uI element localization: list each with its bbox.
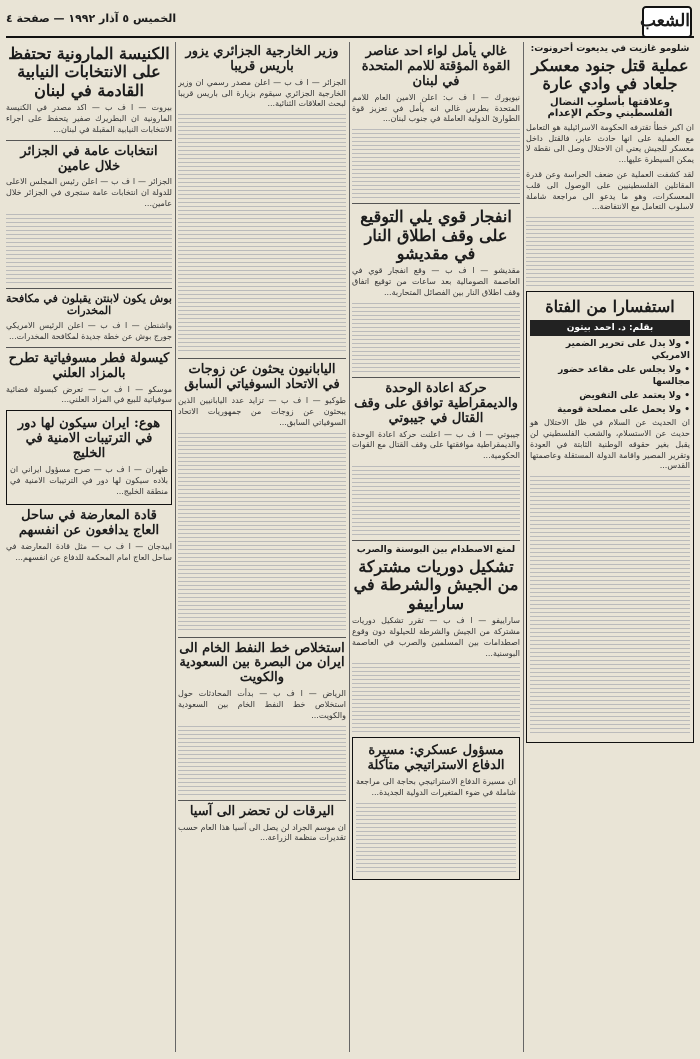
article-body: طوكيو — ا ف ب — تزايد عدد اليابانيين الذين يبحثون عن زوجات من جمهوريات الاتحاد السوفياتي السابق... [178, 396, 346, 427]
opinion-box [526, 291, 694, 743]
article-body: الرياض — ا ف ب — بدأت المحادثات حول استخلاص خط النفط الخام بين السعودية والكويت... [178, 689, 346, 720]
divider [352, 540, 520, 541]
divider [6, 347, 172, 348]
masthead [6, 6, 694, 38]
box-byline: بقلم: د. احمد بيتون [530, 320, 690, 336]
article-headline: استخلاص خط النفط الخام الى ايران من البصرة بين السعودية والكويت [179, 640, 345, 686]
news-box [6, 410, 172, 505]
column-3 [178, 42, 346, 1052]
article-body: ان مسيرة الدفاع الاستراتيجي بحاجة الى مراجعة شاملة في ضوء المتغيرات الدولية الجديدة... [356, 777, 516, 797]
article-headline: حركة اعادة الوحدة والديمقراطية توافق على وقف القتال في جيبوتي [354, 380, 518, 426]
article-headline: اليرقات لن تحضر الى آسيا [189, 803, 335, 819]
text-block [356, 803, 516, 873]
divider [178, 800, 346, 801]
article-deck: وعلاقتها بأسلوب النضال الفلسطيني وحكم الإعدام [547, 96, 673, 119]
box-headline: استفسارا من الفتاة [545, 297, 675, 317]
article-body: نيويورك — ا ف ب: اعلن الامين العام للامم المتحدة بطرس غالي انه يأمل في تعزيز قوة الطوارئ الدولية العاملة في جنوب لبنان... [352, 92, 520, 124]
article-headline: انتخابات عامة في الجزائر خلال عامين [20, 143, 158, 174]
article-body: طهران — ا ف ب — صرح مسؤول ايراني ان بلاده سيكون لها دور في الترتيبات الامنية في منطقة الخليج... [10, 464, 168, 496]
article-kicker: شلومو غازيت في يديعوت أحرونوت: [530, 44, 690, 54]
column-divider [349, 42, 350, 1052]
article-headline: الكنيسة المارونية تحتفظ على الانتخابات النيابية القادمة في لبنان [8, 44, 170, 100]
divider [178, 358, 346, 359]
text-block [352, 129, 520, 199]
article-body: الجزائر — ا ف ب — اعلن رئيس المجلس الاعلى للدولة ان انتخابات عامة ستجرى في الجزائر خلال عامين... [6, 177, 172, 209]
article-headline: اليابانيون يحثون عن زوجات في الاتحاد السوفياتي السابق [184, 362, 340, 393]
article-headline: غالي يأمل لواء احد عناصر القوة المؤقتة للامم المتحدة في لبنان [361, 44, 511, 89]
text-block [6, 214, 172, 284]
article-body: لقد كشفت العملية عن ضعف الحراسة وعن قدرة المقاتلين الفلسطينيين على الوصول الى قلب المعسكرات، وهو ما يدعو الى مراجعة شاملة لاسلوب التعامل مع الانتفاضة... [526, 169, 694, 212]
divider [352, 203, 520, 204]
bullet-item: • ولا يعتمد على التفويض [530, 390, 690, 403]
column-divider [175, 42, 176, 1052]
article-headline: وزير الخارجية الجزائري يزور باريس قريبا [185, 44, 339, 74]
text-block [178, 726, 346, 796]
column-divider [523, 42, 524, 1052]
article-headline: مسؤول عسكري: مسيرة الدفاع الاستراتيجي متآكلة [367, 743, 505, 774]
article-body: ابيدجان — ا ف ب — مثل قادة المعارضة في ساحل العاج امام المحكمة للدفاع عن انفسهم... [6, 542, 172, 563]
article-body: ان الحديث عن السلام في ظل الاحتلال هو حديث عن الاستسلام، والشعب الفلسطيني لن يقبل بغير حقوقه الوطنية الثابتة في العودة وتقرير المصير واقامة الدولة المستقلة وعاصمتها القدس... [530, 418, 690, 471]
date-line: الخميس ٥ آذار ١٩٩٢ — صفحة ٤ [6, 12, 177, 25]
article-headline: هوع: ايران سيكون لها دور في الترتيبات الامنية في الخليج [17, 416, 161, 462]
article-headline: بوش يكون لابنتن يقبلون في مكافحة المخدرات [6, 291, 172, 318]
divider [352, 377, 520, 378]
text-block [530, 476, 690, 736]
text-block [526, 217, 694, 287]
article-body: الجزائر — ا ف ب — اعلن مصدر رسمي ان وزير الخارجية الجزائري سيقوم بزيارة الى باريس قريبا لبحث العلاقات الثنائية... [178, 77, 346, 109]
article-body: موسكو — ا ف ب — تعرض كبسولة فضائية سوفياتية للبيع في المزاد العلني... [6, 384, 172, 405]
divider [6, 288, 172, 289]
text-block [352, 663, 520, 733]
article-headline: عملية قتل جنود معسكر جلعاد في وادي عارة [531, 56, 689, 94]
bullet-item: • ولا يحمل على مصلحة قومية [530, 404, 690, 417]
text-block [178, 433, 346, 633]
bullet-item: • ولا يدل على تحرير الضمير الامريكي [530, 338, 690, 363]
text-block [352, 303, 520, 373]
article-headline: قادة المعارضة في ساحل العاج يدافعون عن انفسهم [18, 508, 160, 539]
article-headline: كيسولة فطر مسوفياتية تطرح بالمزاد العلني [8, 350, 170, 381]
article-kicker: لمنع الاصطدام بين البوسنة والصرب [356, 544, 516, 555]
text-block [352, 466, 520, 536]
column-4 [6, 42, 172, 1052]
text-block [178, 114, 346, 354]
article-body: ساراييفو — ا ف ب — تقرر تشكيل دوريات مشتركة من الجيش والشرطة للحيلولة دون وقوع اصطدامات بين المسلمين والصرب في العاصمة البوسنية... [352, 616, 520, 658]
article-headline: انفجار قوي يلي التوقيع على وقف اطلاق النار في مقديشو [360, 207, 512, 263]
article-body: ان اكبر خطأ تقترفه الحكومة الاسرائيلية هو التعامل مع العملية على انها حادث عابر، فالقتل داخل معسكر للجيش يعني ان الاحتلال وصل الى نقطة لا يمكن السيطرة عليها... [526, 122, 694, 165]
divider [6, 140, 172, 141]
news-box [352, 737, 520, 879]
newspaper-logo: الشعب [642, 6, 692, 38]
article-body: واشنطن — ا ف ب — اعلن الرئيس الامريكي جورج بوش عن خطة جديدة لمكافحة المخدرات... [6, 321, 172, 341]
column-2 [352, 42, 520, 1052]
bullet-list [530, 338, 690, 417]
article-headline: تشكيل دوريات مشتركة من الجيش والشرطة في ساراييفو [353, 556, 519, 613]
article-body: جيبوتي — ا ف ب — اعلنت حركة اعادة الوحدة والديمقراطية موافقتها على وقف القتال مع القوات الحكومية... [352, 429, 520, 461]
article-body: مقديشو — ا ف ب — وقع انفجار قوي في العاصمة الصومالية بعد ساعات من توقيع اتفاق وقف اطلاق النار بين الفصائل المتحاربة... [352, 266, 520, 297]
bullet-item: • ولا يجلس على مقاعد حضور مجالسها [530, 364, 690, 389]
article-body: بيروت — ا ف ب — اكد مصدر في الكنيسة المارونية ان البطريرك صفير يتحفظ على اجراء الانتخابات النيابية المقبلة في لبنان... [6, 103, 172, 134]
article-body: ان موسم الجراد لن يصل الى آسيا هذا العام حسب تقديرات منظمة الزراعة... [178, 822, 346, 843]
column-1 [526, 42, 694, 1052]
divider [178, 637, 346, 638]
